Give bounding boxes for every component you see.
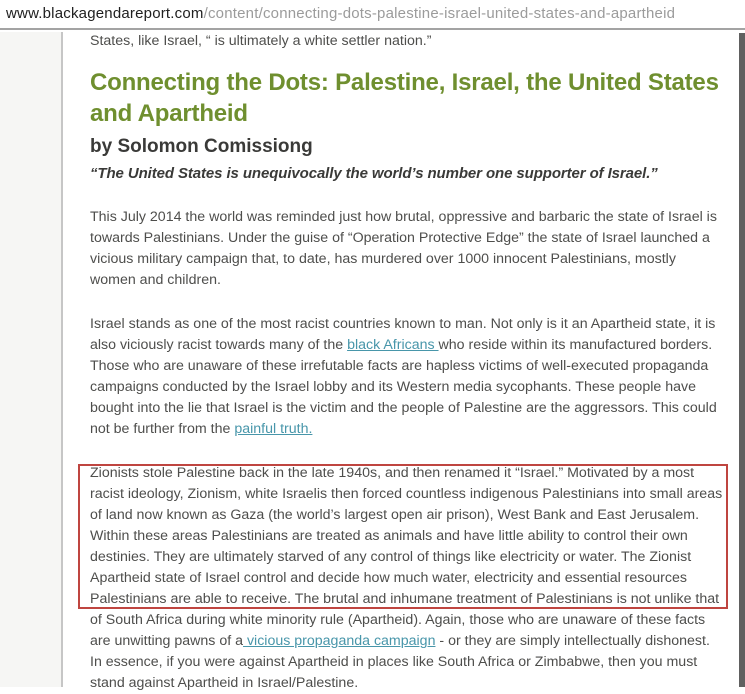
paragraph-2-segment-2: who reside within its manufactured borders. Those who are unaware of these irrefutable facts are hapless victims of well-executed propaganda campaigns conducted by the Israel lobby and its Western media sycophants. These people have bought into the lie that Israel is the victim and the people of Palestine are the aggressors. This could not be further from the	[90, 337, 717, 437]
browser-address-bar[interactable]	[0, 0, 745, 30]
article-paragraph-2	[90, 314, 725, 440]
article-title: Connecting the Dots: Palestine, Israel, the United States and Apartheid	[90, 69, 719, 127]
paragraph-3-segment-1: Zionists stole Palestine back in the late 1940s, and then renamed it “Israel.” Motivated by a most racist ideology, Zionism, white Israelis then forced countless indigenous Palestinians into small areas of land now known as Gaza (the world’s largest open air prison), West Bank and East Jerusalem. Within these areas Palestinians are treated as animals and have little ability to control their own destinies. They are ultimately starved of any control of things like electricity or water. The Zionist Apartheid state of Israel control and decide how much water, electricity and essential resources Palestinians are able to receive. The brutal and inhumane treatment of Palestinians is not unlike that of South Africa during white minority rule (Apartheid). Again, those who are unaware of these facts are unwitting pawns of a	[90, 465, 723, 649]
url-path: /content/connecting-dots-palestine-israel-united-states-and-apartheid	[203, 5, 676, 22]
link-vicious-propaganda-campaign[interactable]: vicious propaganda campaign	[243, 633, 436, 649]
scrollbar[interactable]	[739, 33, 745, 687]
article-content	[90, 31, 725, 694]
link-painful-truth[interactable]: painful truth.	[234, 421, 313, 437]
previous-paragraph-fragment: States, like Israel, “ is ultimately a white settler nation.”	[90, 33, 432, 49]
article-paragraph-3	[90, 463, 725, 694]
paragraph-2-segment-1: Israel stands as one of the most racist countries known to man. Not only is it an Apartheid state, it is also viciously racist towards many of the	[90, 316, 716, 353]
paragraph-3-segment-2: - or they are simply intellectually dishonest. In essence, if you were against Apartheid in places like South Africa or Zimbabwe, then you must stand against Apartheid in Israel/Palestine.	[90, 633, 710, 691]
article-pull-quote: “The United States is unequivocally the world’s number one supporter of Israel.”	[90, 165, 658, 182]
page-left-gutter	[0, 32, 63, 687]
url-domain: www.blackagendareport.com	[6, 5, 204, 22]
article-paragraph-1: This July 2014 the world was reminded just how brutal, oppressive and barbaric the state of Israel is towards Palestinians. Under the guise of “Operation Protective Edge” the state of Israel launched a vicious military campaign that, to date, has murdered over 1000 innocent Palestinians, mostly women and children.	[90, 209, 717, 288]
article-byline: by Solomon Comissiong	[90, 136, 313, 157]
link-black-africans[interactable]: black Africans	[347, 337, 439, 353]
